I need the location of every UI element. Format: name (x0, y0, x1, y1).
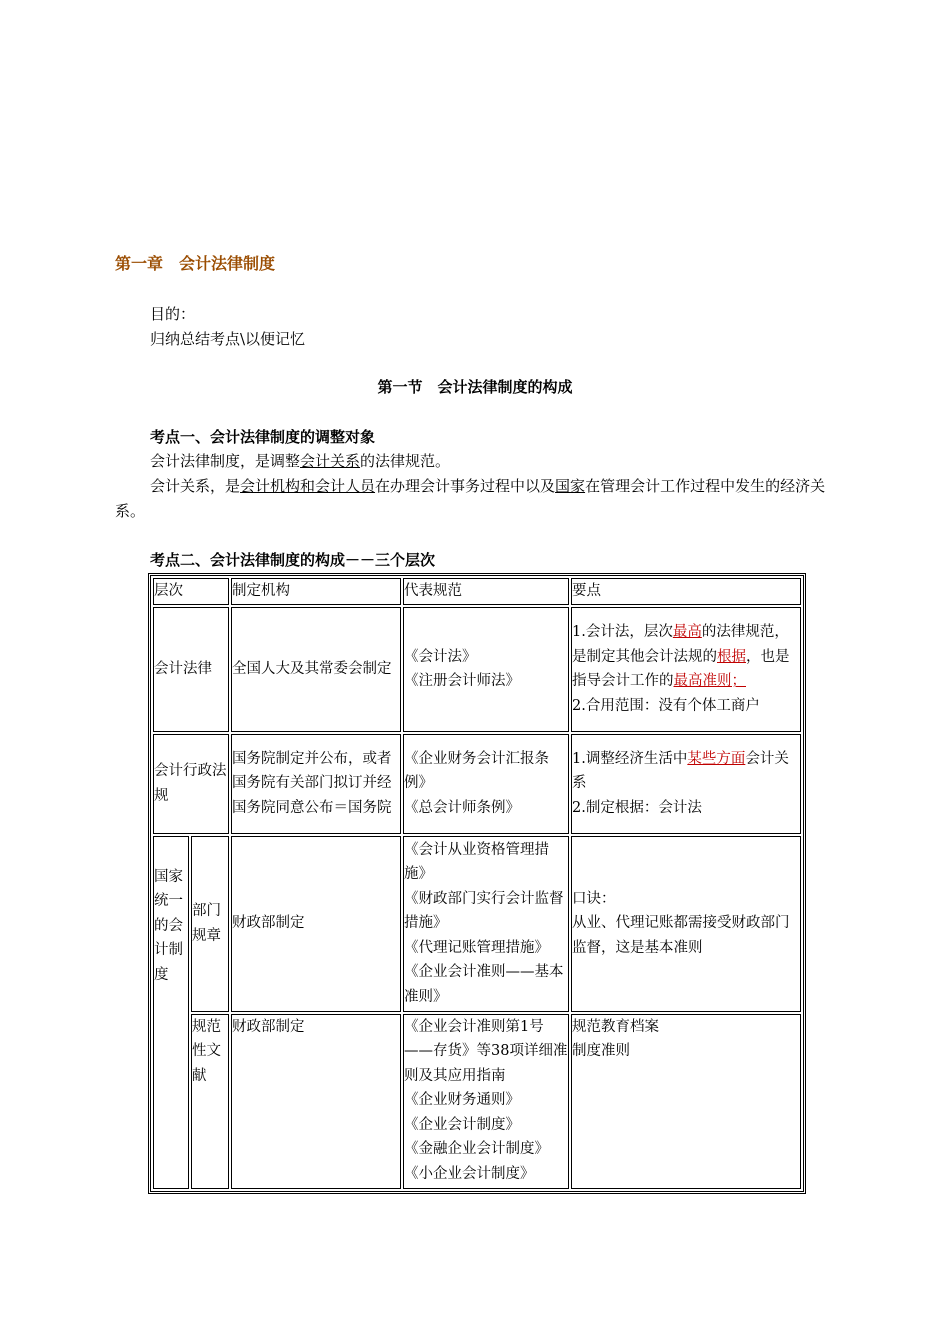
norm-item: 《企业会计准则第1号——存货》等38项详细准则及其应用指南 (404, 1018, 568, 1084)
purpose-text: 归纳总结考点\以便记忆 (150, 330, 306, 348)
header-cell: 要点 (571, 578, 801, 605)
kp1-title: 考点一、会计法律制度的调整对象 (150, 428, 376, 446)
norms-cell (403, 836, 569, 1012)
group-cell: 国家统一的会计制度 (153, 836, 189, 1189)
point-1: 规范教育档案 (572, 1018, 659, 1035)
text-span: 会计关系，是 (150, 477, 241, 495)
header-cell: 代表规范 (403, 578, 569, 605)
text-span: 的法律规范。 (360, 452, 451, 470)
kp1-body (115, 449, 835, 524)
norm-item: 《注册会计师法》 (404, 673, 520, 689)
level-cell: 会计行政法规 (153, 734, 229, 834)
chapter-title: 第一章 会计法律制度 (115, 254, 276, 273)
text-span: 会计关系 (572, 750, 789, 792)
level-cell: 会计法律 (153, 607, 229, 732)
org-cell: 财政部制定 (231, 836, 401, 1012)
table-row (153, 607, 801, 732)
org-cell: 全国人大及其常委会制定 (231, 607, 401, 732)
table-row (153, 1014, 801, 1189)
points-cell (571, 1014, 801, 1189)
highlight-term: 最高准则； (673, 673, 746, 689)
norms-cell (403, 607, 569, 732)
sub-level-cell: 规范性文献 (191, 1014, 229, 1189)
text-span: 1.会计法，层次 (572, 624, 673, 640)
norm-item: 《企业财务通则》 (404, 1092, 520, 1108)
norm-item: 《企业会计准则——基本准则》 (404, 964, 564, 1005)
section-title: 第一节 会计法律制度的构成 (377, 378, 573, 396)
table-header-row (153, 578, 801, 605)
table-row (153, 734, 801, 834)
point-1 (572, 747, 800, 796)
points-cell (571, 607, 801, 732)
norm-item: 《代理记账管理措施》 (404, 939, 549, 956)
purpose-block (150, 302, 305, 352)
norm-item: 《小企业会计制度》 (404, 1165, 535, 1182)
underlined-term: 国家 (555, 477, 586, 495)
highlight-term: 最高 (672, 624, 702, 640)
highlight-term: 根据 (717, 648, 746, 665)
highlight-term: 某些方面 (687, 750, 746, 767)
norm-item: 《总会计师条例》 (404, 799, 520, 816)
purpose-label: 目的： (150, 305, 196, 323)
point-2: 2.制定根据：会计法 (572, 799, 702, 816)
norm-item: 《企业会计制度》 (404, 1116, 520, 1133)
point-1 (572, 620, 800, 694)
point-2: 从业、代理记账都需接受财政部门监督，这是基本准则 (572, 915, 790, 956)
org-cell: 财政部制定 (231, 1014, 401, 1189)
kp1-para-1 (115, 449, 835, 474)
kp2-title: 考点二、会计法律制度的构成－－三个层次 (150, 551, 436, 569)
sub-level-cell: 部门规章 (191, 836, 229, 1012)
underlined-term: 会计关系 (300, 452, 361, 470)
text-span: 在办理会计事务过程中以及 (375, 477, 556, 495)
underlined-term: 会计机构和会计人员 (240, 477, 376, 495)
norms-cell (403, 1014, 569, 1189)
norms-cell (403, 734, 569, 834)
norm-item: 《财政部门实行会计监督措施》 (404, 890, 564, 932)
norm-item: 《会计从业资格管理措施》 (404, 841, 549, 883)
norm-item: 《会计法》 (404, 648, 477, 665)
structure-table (148, 573, 806, 1194)
header-cell: 层次 (153, 578, 229, 605)
point-2: 2.合用范围：没有个体工商户 (572, 697, 760, 714)
text-span: 在管理会计工作过程中发生的经济关系。 (115, 477, 826, 520)
norm-item: 《企业财务会计汇报条例》 (404, 750, 549, 792)
kp1-para-2 (115, 474, 835, 524)
text-span: 会计法律制度，是调整 (150, 452, 301, 470)
text-span: ，也是指导会计工作的 (572, 648, 790, 689)
text-span: 的法律规范，是制定其他会计法规的 (572, 624, 789, 665)
norm-item: 《金融企业会计制度》 (404, 1141, 549, 1157)
points-cell (571, 836, 801, 1012)
point-2: 制度准则 (572, 1043, 630, 1059)
text-span: 1.调整经济生活中 (572, 750, 688, 767)
table-row (153, 836, 801, 1012)
header-cell: 制定机构 (231, 578, 401, 605)
points-cell (571, 734, 801, 834)
org-cell: 国务院制定并公布，或者国务院有关部门拟订并经国务院同意公布＝国务院 (231, 734, 401, 834)
point-1: 口诀： (572, 890, 616, 907)
